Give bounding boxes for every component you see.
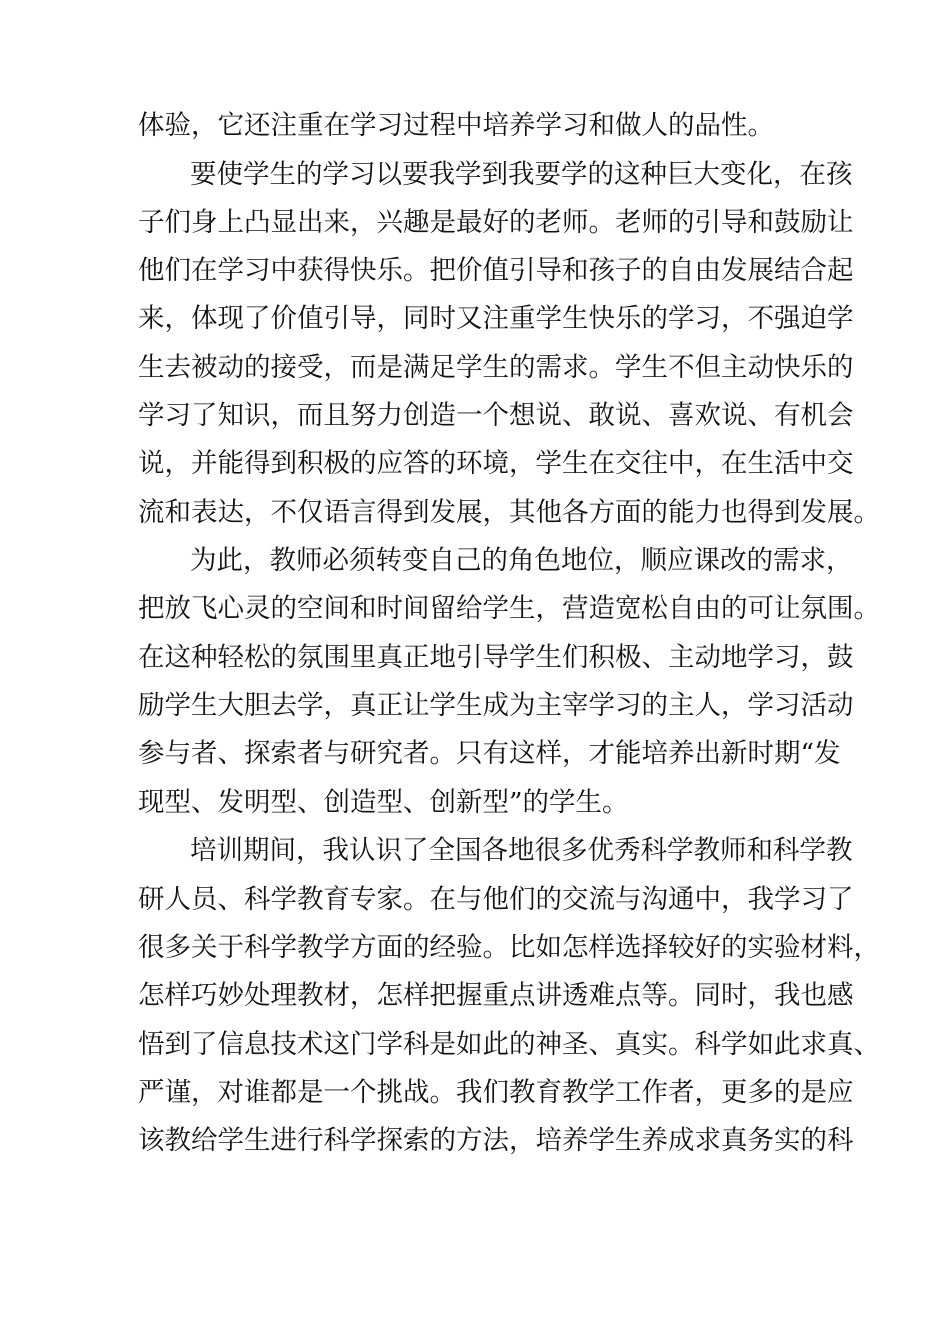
text-line: 流和表达，不仅语言得到发展，其他各方面的能力也得到发展。 — [138, 497, 880, 528]
text-line: 子们身上凸显出来，兴趣是最好的老师。老师的引导和鼓励让 — [138, 207, 854, 238]
text-line: 学习了知识，而且努力创造一个想说、敢说、喜欢说、有机会 — [138, 400, 854, 431]
paragraph-first-line: 要使学生的学习以要我学到我要学的这种巨大变化，在孩 — [190, 159, 853, 190]
text-line: 说，并能得到积极的应答的环境，学生在交往中，在生活中交 — [138, 448, 854, 479]
text-line: 很多关于科学教学方面的经验。比如怎样选择较好的实验材料， — [138, 932, 880, 963]
paragraph-first-line: 培训期间，我认识了全国各地很多优秀科学教师和科学教 — [190, 835, 853, 866]
text-line: 该教给学生进行科学探索的方法，培养学生养成求真务实的科 — [138, 1125, 854, 1156]
text-line: 严谨，对谁都是一个挑战。我们教育教学工作者，更多的是应 — [138, 1077, 854, 1108]
text-line: 参与者、探索者与研究者。只有这样，才能培养出新时期“发 — [138, 738, 841, 769]
text-line: 他们在学习中获得快乐。把价值引导和孩子的自由发展结合起 — [138, 255, 854, 286]
text-line: 体验，它还注重在学习过程中培养学习和做人的品性。 — [138, 110, 774, 141]
text-line: 悟到了信息技术这门学科是如此的神圣、真实。科学如此求真、 — [138, 1029, 880, 1060]
text-line: 励学生大胆去学，真正让学生成为主宰学习的主人，学习活动 — [138, 690, 854, 721]
text-line: 在这种轻松的氛围里真正地引导学生们积极、主动地学习，鼓 — [138, 642, 854, 673]
text-line: 怎样巧妙处理教材，怎样把握重点讲透难点等。同时，我也感 — [138, 980, 854, 1011]
paragraph-first-line: 为此，教师必须转变自己的角色地位，顺应课改的需求， — [190, 545, 853, 576]
text-line: 研人员、科学教育专家。在与他们的交流与沟通中，我学习了 — [138, 884, 854, 915]
text-line: 生去被动的接受，而是满足学生的需求。学生不但主动快乐的 — [138, 352, 854, 383]
text-line: 把放飞心灵的空间和时间留给学生，营造宽松自由的可让氛围。 — [138, 593, 880, 624]
text-line: 来，体现了价值引导，同时又注重学生快乐的学习，不强迫学 — [138, 303, 854, 334]
text-line: 现型、发明型、创造型、创新型”的学生。 — [138, 787, 629, 818]
